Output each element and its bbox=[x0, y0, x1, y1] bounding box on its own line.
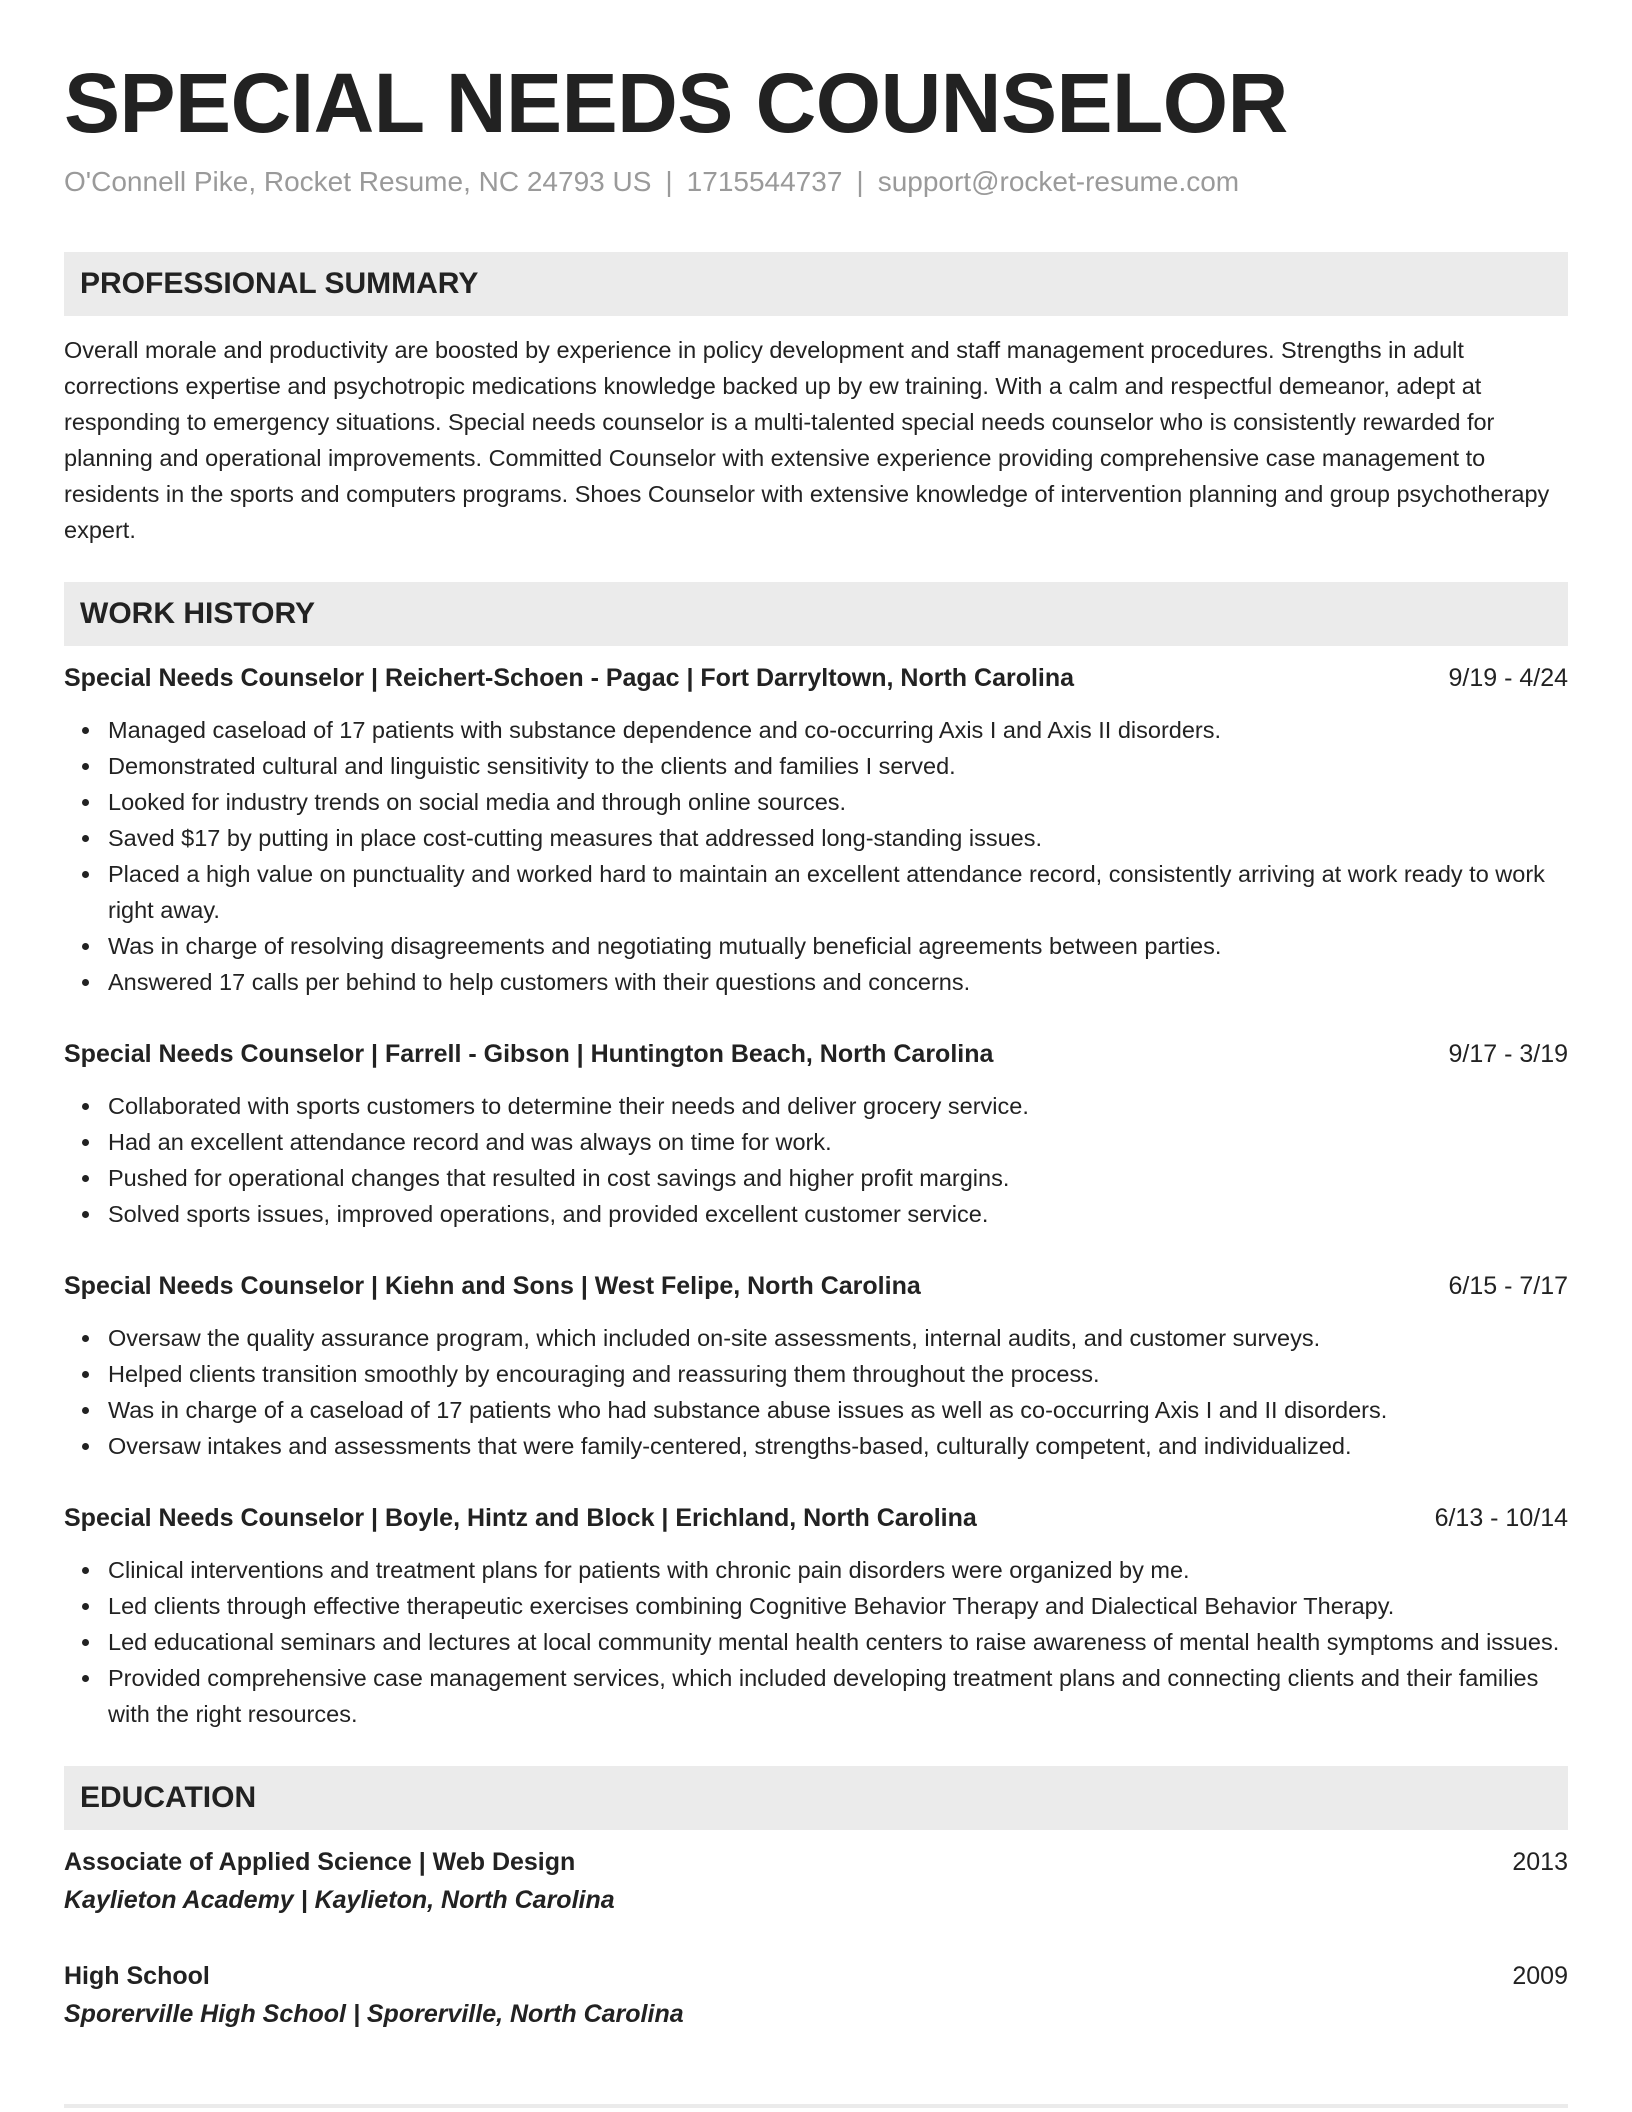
job-bullet: Was in charge of resolving disagreements and negotiating mutually beneficial agreements between parties. bbox=[108, 928, 1568, 964]
job-title: Special Needs Counselor | Farrell - Gibson | Huntington Beach, North Carolina bbox=[64, 1040, 994, 1068]
contact-email: support@rocket-resume.com bbox=[877, 166, 1240, 197]
section-heading-work-history: WORK HISTORY bbox=[64, 582, 1568, 646]
contact-phone: 1715544737 bbox=[686, 166, 843, 197]
education-header bbox=[64, 1958, 1568, 1994]
job-bullet: Led educational seminars and lectures at local community mental health centers to raise awareness of mental health symptoms and issues. bbox=[108, 1624, 1568, 1660]
job-bullet: Pushed for operational changes that resulted in cost savings and higher profit margins. bbox=[108, 1160, 1568, 1196]
job-bullet: Was in charge of a caseload of 17 patients who had substance abuse issues as well as co-occurring Axis I and II disorders. bbox=[108, 1392, 1568, 1428]
job-bullet: Helped clients transition smoothly by encouraging and reassuring them throughout the process. bbox=[108, 1356, 1568, 1392]
job-dates: 9/19 - 4/24 bbox=[1448, 664, 1568, 692]
job-dates: 9/17 - 3/19 bbox=[1448, 1040, 1568, 1068]
job-bullet: Had an excellent attendance record and was always on time for work. bbox=[108, 1124, 1568, 1160]
education-entry bbox=[64, 1958, 1568, 2034]
job-entry bbox=[64, 660, 1568, 1000]
job-bullets bbox=[64, 1320, 1568, 1464]
job-dates: 6/13 - 10/14 bbox=[1434, 1504, 1568, 1532]
job-title: Special Needs Counselor | Kiehn and Sons | West Felipe, North Carolina bbox=[64, 1272, 921, 1300]
candidate-title: SPECIAL NEEDS COUNSELOR bbox=[64, 56, 1288, 150]
job-entry bbox=[64, 1036, 1568, 1232]
job-bullet: Placed a high value on punctuality and worked hard to maintain an excellent attendance record, consistently arriving at work ready to work right away. bbox=[108, 856, 1568, 928]
job-bullet: Provided comprehensive case management services, which included developing treatment plans and connecting clients and their families with the right resources. bbox=[108, 1660, 1568, 1732]
job-bullet: Clinical interventions and treatment plans for patients with chronic pain disorders were organized by me. bbox=[108, 1552, 1568, 1588]
job-bullet: Managed caseload of 17 patients with substance dependence and co-occurring Axis I and Axis II disorders. bbox=[108, 712, 1568, 748]
contact-address: O'Connell Pike, Rocket Resume, NC 24793 US bbox=[64, 166, 652, 197]
education-degree: High School bbox=[64, 1962, 210, 1990]
job-bullets bbox=[64, 1552, 1568, 1732]
job-bullet: Saved $17 by putting in place cost-cutting measures that addressed long-standing issues. bbox=[108, 820, 1568, 856]
education-year: 2013 bbox=[1512, 1848, 1568, 1876]
job-title: Special Needs Counselor | Reichert-Schoen - Pagac | Fort Darryltown, North Carolina bbox=[64, 664, 1075, 692]
education-school: Sporerville High School | Sporerville, North Carolina bbox=[64, 2000, 684, 2028]
job-bullets bbox=[64, 1088, 1568, 1232]
job-header bbox=[64, 1500, 1568, 1536]
job-bullet: Collaborated with sports customers to determine their needs and deliver grocery service. bbox=[108, 1088, 1568, 1124]
job-bullet: Oversaw the quality assurance program, which included on-site assessments, internal audits, and customer surveys. bbox=[108, 1320, 1568, 1356]
job-entry bbox=[64, 1500, 1568, 1732]
job-bullet: Oversaw intakes and assessments that were family-centered, strengths-based, culturally competent, and individualized. bbox=[108, 1428, 1568, 1464]
education-year: 2009 bbox=[1512, 1962, 1568, 1990]
job-bullet: Solved sports issues, improved operations, and provided excellent customer service. bbox=[108, 1196, 1568, 1232]
page-bottom-divider bbox=[64, 2104, 1568, 2108]
education-degree: Associate of Applied Science | Web Design bbox=[64, 1848, 576, 1876]
job-header bbox=[64, 1268, 1568, 1304]
job-dates: 6/15 - 7/17 bbox=[1448, 1272, 1568, 1300]
education-entry bbox=[64, 1844, 1568, 1920]
contact-separator: | bbox=[665, 166, 673, 197]
summary-text: Overall morale and productivity are boosted by experience in policy development and staff management procedures. Strengths in adult corrections expertise and psychotropic medications knowledge backed up by ew training. With a calm and respectful demeanor, adept at responding to emergency situations. Special needs counselor is a multi-talented special needs counselor who is consistently rewarded for planning and operational improvements. Committed Counselor with extensive experience providing comprehensive case management to residents in the sports and computers programs. Shoes Counselor with extensive knowledge of intervention planning and group psychotherapy expert. bbox=[64, 337, 1550, 543]
contact-line bbox=[64, 164, 1568, 200]
job-bullet: Led clients through effective therapeutic exercises combining Cognitive Behavior Therapy and Dialectical Behavior Therapy. bbox=[108, 1588, 1568, 1624]
education-school: Kaylieton Academy | Kaylieton, North Carolina bbox=[64, 1886, 615, 1914]
job-bullets bbox=[64, 712, 1568, 1000]
resume-content bbox=[64, 0, 1568, 2034]
contact-separator: | bbox=[856, 166, 864, 197]
job-entry bbox=[64, 1268, 1568, 1464]
section-heading-education: EDUCATION bbox=[64, 1766, 1568, 1830]
job-header bbox=[64, 660, 1568, 696]
job-bullet: Looked for industry trends on social media and through online sources. bbox=[108, 784, 1568, 820]
education-header bbox=[64, 1844, 1568, 1880]
job-title: Special Needs Counselor | Boyle, Hintz and Block | Erichland, North Carolina bbox=[64, 1504, 977, 1532]
section-heading-summary: PROFESSIONAL SUMMARY bbox=[64, 252, 1568, 316]
job-bullet: Demonstrated cultural and linguistic sensitivity to the clients and families I served. bbox=[108, 748, 1568, 784]
job-bullet: Answered 17 calls per behind to help customers with their questions and concerns. bbox=[108, 964, 1568, 1000]
job-header bbox=[64, 1036, 1568, 1072]
